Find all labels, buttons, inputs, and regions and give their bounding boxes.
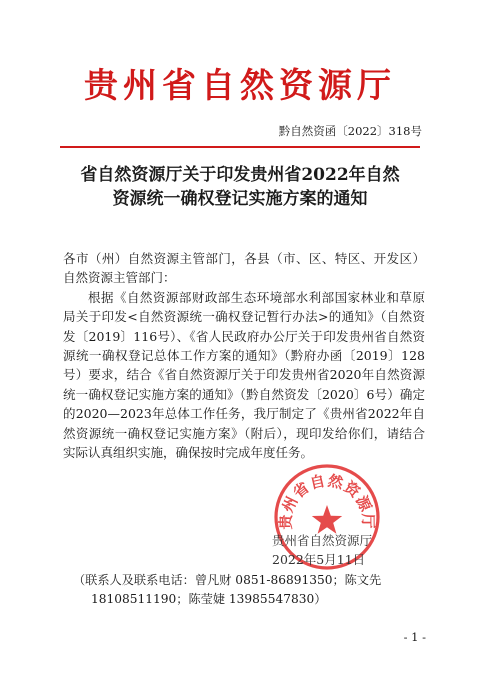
letterhead-divider (60, 146, 420, 148)
body-paragraph: 根据《自然资源部财政部生态环境部水利部国家林业和草原局关于印发<自然资源统一确权登记暂行办法>的通知》（自然资发〔2019〕116号）、《省人民政府办公厅关于印发贵州省自然资源统一确权登记总体工作方案的通知》（黔府办函〔2019〕128号）要求，结合《省自然资源厅关于印发贵州省2020年自然资源统一确权登记实施方案的通知》（黔自然资发〔2020〕6号）确定的2020—2023年总体工作任务，我厅制定了《贵州省2022年自然资源统一确权登记实施方案》（附后），现印发给你们，请结合实际认真组织实施，确保按时完成年度任务。 (63, 289, 425, 461)
document-title (40, 163, 440, 211)
letterhead-title: 贵州省自然资源厅 (84, 66, 396, 106)
seal-text: 贵州省自然资源厅 (276, 471, 378, 530)
document-number: 黔自然资函〔2022〕318号 (278, 124, 422, 138)
contact-info (73, 571, 443, 609)
document-title-line-2: 资源统一确权登记实施方案的通知 (112, 189, 368, 209)
page-number: - 1 - (403, 630, 426, 644)
signature-date: 2022年5月11日 (272, 552, 366, 567)
contact-line-1: （联系人及联系电话：曾凡财 0851-86891350；陈文先 (73, 573, 382, 587)
contact-line-2: 18108511190；陈莹婕 13985547830） (91, 592, 327, 606)
recipients: 各市（州）自然资源主管部门，各县（市、区、特区、开发区）自然资源主管部门： (63, 251, 425, 286)
document-title-line-1: 省自然资源厅关于印发贵州省2022年自然 (80, 165, 400, 185)
document-body (63, 249, 425, 462)
signature-organization: 贵州省自然资源厅 (272, 533, 373, 548)
seal-star-icon (312, 505, 342, 534)
